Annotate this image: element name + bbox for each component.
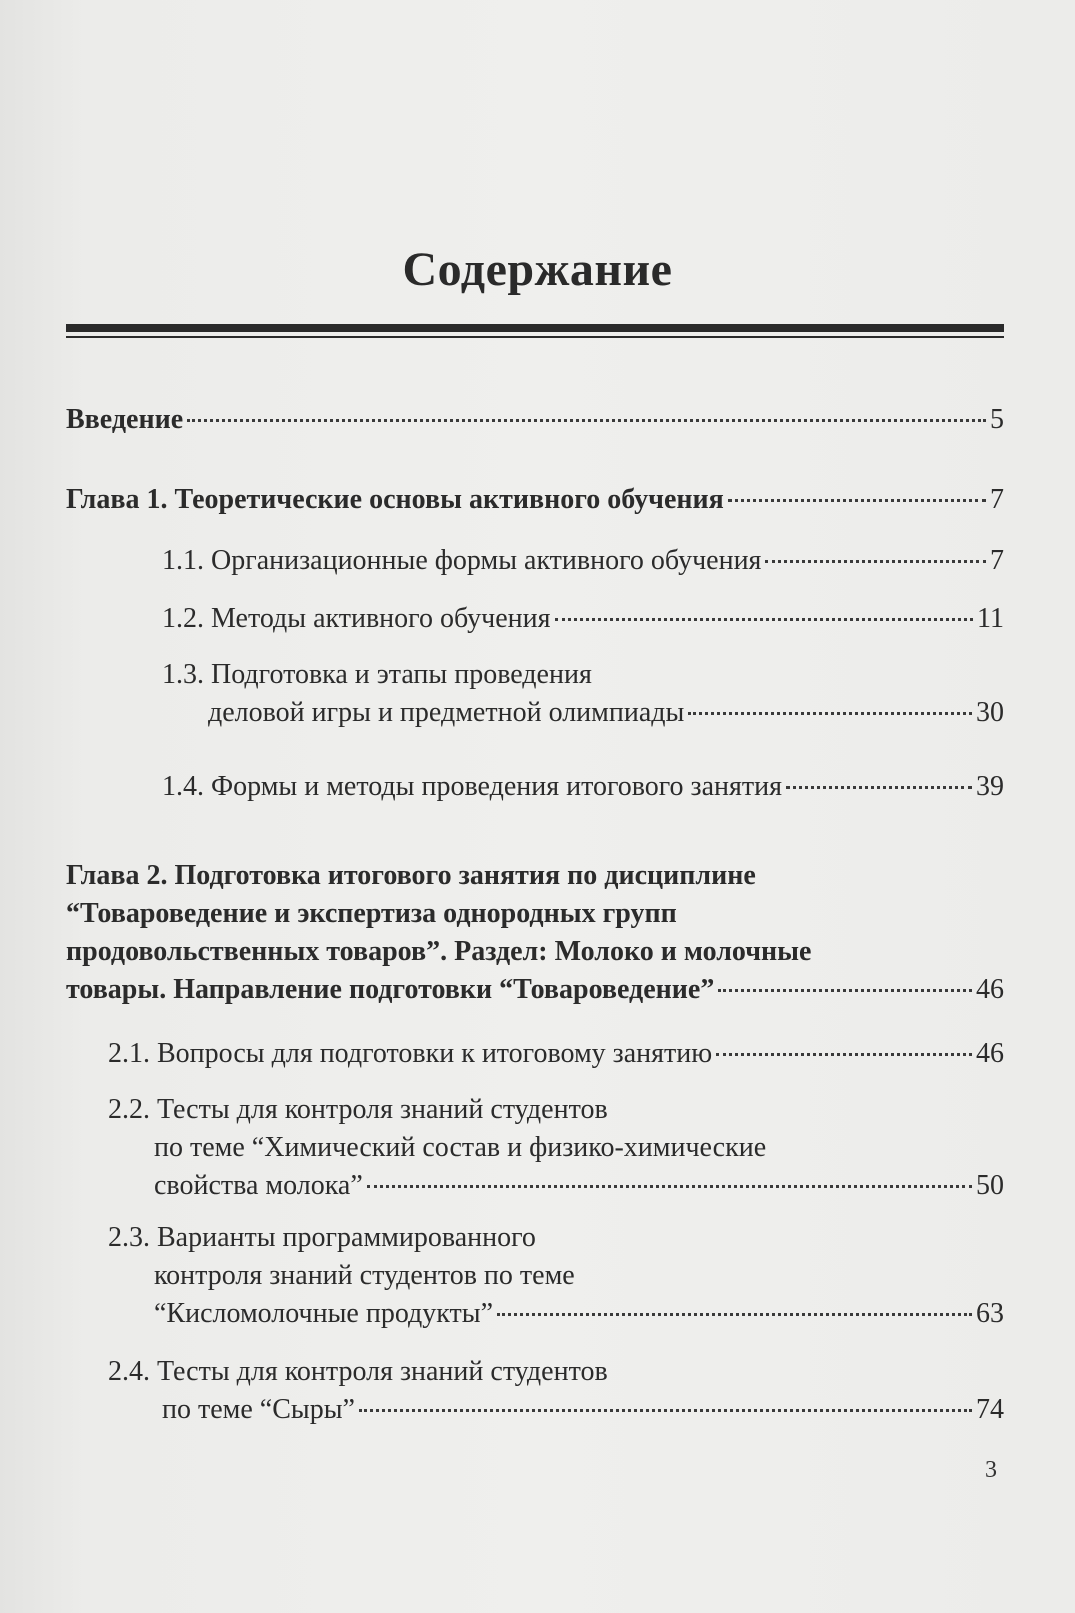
toc-page-number: 74	[976, 1394, 1004, 1425]
toc-entry-text: Введение	[66, 404, 184, 435]
leader-dots	[688, 710, 972, 715]
toc-page-number: 30	[976, 697, 1004, 728]
leader-dots	[497, 1311, 972, 1316]
toc-entry-text: 1.1. Организационные формы активного обучения	[162, 545, 762, 576]
leader-dots	[187, 417, 986, 422]
toc-entry-2-1	[108, 1035, 1004, 1073]
toc-page-number: 39	[976, 771, 1004, 802]
leader-dots	[765, 558, 986, 563]
toc-page-number: 46	[976, 1038, 1004, 1069]
toc-entry-chapter-2	[66, 857, 1004, 1009]
toc-entry-text: 2.1. Вопросы для подготовки к итоговому занятию	[108, 1038, 713, 1069]
toc-entry-text: “Кисломолочные продукты”	[154, 1298, 493, 1329]
toc-entry-text: 2.4. Тесты для контроля знаний студентов	[108, 1356, 608, 1387]
toc-entry-2-2	[108, 1091, 1004, 1205]
toc-page-number: 11	[977, 603, 1004, 634]
toc-page-number: 7	[990, 484, 1004, 515]
leader-dots	[728, 497, 986, 502]
toc-entry-text: “Товароведение и экспертиза однородных групп	[66, 898, 677, 929]
leader-dots	[786, 784, 972, 789]
toc-entry-text: по теме “Химический состав и физико-химические	[154, 1132, 767, 1163]
toc-entry-text: Глава 1. Теоретические основы активного обучения	[66, 484, 724, 515]
toc-entry-text: 1.4. Формы и методы проведения итогового занятия	[162, 771, 783, 802]
toc-entry-text: по теме “Сыры”	[162, 1394, 355, 1425]
leader-dots	[359, 1407, 972, 1412]
page-number: 3	[985, 1457, 997, 1483]
toc-entry-text: свойства молока”	[154, 1170, 363, 1201]
toc-entry-text: товары. Направление подготовки “Товароведение”	[66, 974, 715, 1005]
toc-entry-1-2	[162, 600, 1004, 638]
toc-entry-text: 2.3. Варианты программированного	[108, 1222, 536, 1253]
page-title: Содержание	[402, 243, 673, 296]
leader-dots	[367, 1183, 972, 1188]
title-rule-thin	[66, 336, 1004, 338]
toc-entry-2-3	[108, 1219, 1004, 1333]
toc-entry-2-4	[108, 1353, 1004, 1429]
toc-entry-text: 1.2. Методы активного обучения	[162, 603, 551, 634]
leader-dots	[718, 987, 972, 992]
toc-page-number: 63	[976, 1298, 1004, 1329]
toc-page-number: 46	[976, 974, 1004, 1005]
toc-entry-text: Глава 2. Подготовка итогового занятия по дисциплине	[66, 860, 756, 891]
leader-dots	[716, 1051, 972, 1056]
toc-entry-text: 1.3. Подготовка и этапы проведения	[162, 659, 592, 690]
title-rule-thick	[66, 324, 1004, 332]
toc-entry-1-3	[162, 656, 1004, 732]
toc-entry-text: 2.2. Тесты для контроля знаний студентов	[108, 1094, 608, 1125]
toc-entry-text: контроля знаний студентов по теме	[154, 1260, 575, 1291]
toc-entry-text: продовольственных товаров”. Раздел: Молоко и молочные	[66, 936, 812, 967]
toc-page-number: 7	[990, 545, 1004, 576]
toc-entry-1-4	[162, 768, 1004, 806]
leader-dots	[555, 616, 974, 621]
toc-entry-chapter-1	[66, 481, 1004, 519]
toc-page-number: 5	[990, 404, 1004, 435]
toc-entry-introduction	[66, 401, 1004, 439]
toc-entry-text: деловой игры и предметной олимпиады	[208, 697, 685, 728]
toc-page-number: 50	[976, 1170, 1004, 1201]
toc-entry-1-1	[162, 542, 1004, 580]
